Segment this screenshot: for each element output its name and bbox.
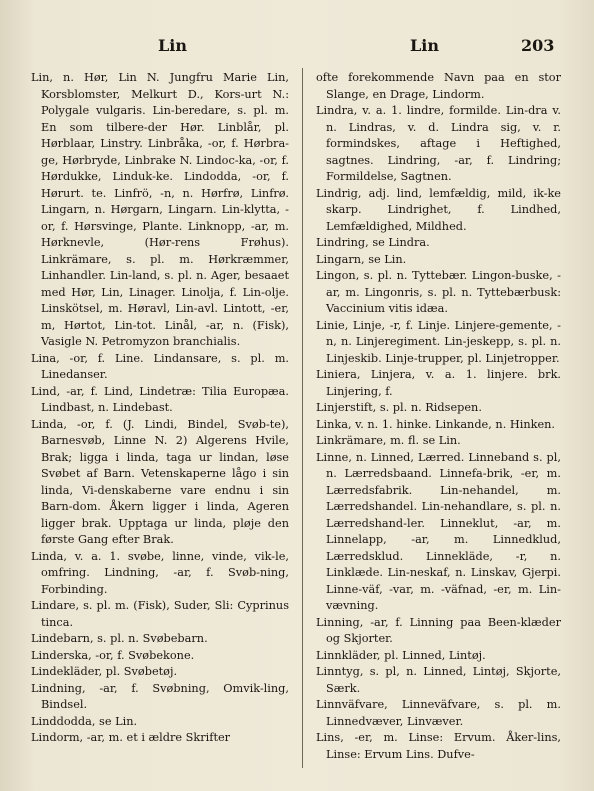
entry-lina: Lina, -or, f. Line. Lindansare, s. pl. m. Linedanser. <box>31 351 289 381</box>
entry-lindorm-continued: ofte forekommende Navn paa en stor Slange, en Drage, Lindorm. <box>316 71 561 101</box>
column-divider <box>302 68 303 768</box>
entry-linda-verb: Linda, v. a. 1. svøbe, linne, vinde, vik-le, omfring. Lindning, -ar, f. Svøb-ning, Forbinding. <box>31 549 289 596</box>
entry-linning: Linning, -ar, f. Linning paa Been-klæder og Skjorter. <box>316 615 561 645</box>
entry-linkramare: Linkrämare, m. fl. se Lin. <box>316 434 461 447</box>
entry-lingon: Lingon, s. pl. n. Tyttebær. Lingon-buske, -ar, m. Lingonris, s. pl. n. Tyttebærbusk: Vaccinium vitis idæa. <box>316 269 561 315</box>
entry-lind: Lind, -ar, f. Lind, Lindetræ: Tilia Europæa. Lindbast, n. Lindebast. <box>31 384 289 414</box>
left-column <box>31 70 289 780</box>
entry-lindebarn: Lindebarn, s. pl. n. Svøbebarn. <box>31 632 208 645</box>
entry-lin: Lin, n. Hør, Lin N. Jungfru Marie Lin, Korsblomster, Melkurt D., Kors-urt N.: Polygale vulgaris. Lin-beredare, s. pl. m. En som tilbere-der Hør. Linblår, pl. Hørblaar, Linstry. Linbråka, -or, f. Hørbra-ge, Hørbryde, Linbrake N. Lindoc-ka, -or, f. Hørdukke, Linduk-ke. Lindodda, -or, f. Hørurt. te. Linfrö, -n, n. Hørfrø, Linfrø. Lingarn, n. Hørgarn, Lingarn. Lin-klytta, -or, f. Hørsvinge, Plante. Linknopp, -ar, m. Hørknevle, (Hør-rens Frøhus). Linkrämare, s. pl. m. Hørkræmmer, Linhandler. Lin-land, s. pl. n. Ager, besaaet med Hør, Lin, Linager. Linolja, f. Lin-olje. Linskötsel, m. Høravl, Lin-avl. Lintott, -er, m, Hørtot, Lin-tot. Linål, -ar, n. (Fisk), Vasigle N. Petromyzon branchialis. <box>31 71 289 348</box>
entry-lindare: Lindare, s. pl. m. (Fisk), Suder, Sli: Cyprinus tinca. <box>31 599 289 629</box>
entry-lindring: Lindring, se Lindra. <box>316 236 430 249</box>
running-header <box>0 36 594 60</box>
entry-lindorm: Lindorm, -ar, m. et i ældre Skrifter <box>31 731 231 744</box>
entry-linnklader: Linnkläder, pl. Linned, Lintøj. <box>316 648 486 662</box>
header-guide-word-right: Lin <box>410 36 439 55</box>
entry-linddodda: Linddodda, se Lin. <box>31 714 138 728</box>
page-number: 203 <box>521 36 555 55</box>
entry-linntyg: Linntyg, s. pl, n. Linned, Lintøj, Skjorte, Særk. <box>316 665 561 695</box>
entry-linderska: Linderska, -or, f. Svøbekone. <box>31 648 195 662</box>
entry-lindeklader: Lindekläder, pl. Svøbetøj. <box>31 665 178 678</box>
entry-liniera: Liniera, Linjera, v. a. 1. linjere. brk. Linjering, f. <box>316 368 561 398</box>
entry-linnvafvare: Linnväfvare, Linneväfvare, s. pl. m. Linnedvæver, Linvæver. <box>316 698 561 728</box>
entry-lins: Lins, -er, m. Linse: Ervum. Åker-lins, Linse: Ervum Lins. Dufve- <box>316 731 561 761</box>
entry-linie: Linie, Linje, -r, f. Linje. Linjere-gemente, -n, n. Linjeregiment. Lin-jeskepp, s. pl. n. Linjeskib. Linje-trupper, pl. Linjetropper. <box>316 318 561 365</box>
entry-lingarn: Lingarn, se Lin. <box>316 252 407 266</box>
entry-lindra: Lindra, v. a. 1. lindre, formilde. Lin-dra v. n. Lindras, v. d. Lindra sig, v. r. formindskes, aftage i Heftighed, sagtnes. Lindring, -ar, f. Lindring; Formildelse, Sagtnen. <box>316 104 561 183</box>
entry-linka: Linka, v. n. 1. hinke. Linkande, n. Hinken. <box>316 417 556 431</box>
entry-linjerstift: Linjerstift, s. pl. n. Ridsepen. <box>316 401 482 414</box>
right-column <box>316 70 561 780</box>
entry-linne: Linne, n. Linned, Lærred. Linneband s. pl, n. Lærredsbaand. Linnefa-brik, -er, m. Lærredsfabrik. Lin-nehandel, m. Lærredshandel. Lin-nehandlare, s. pl. n. Lærredshand-ler. Linneklut, -ar, m. Linnelapp, -ar, m. Linnedklud, Lærredsklud. Linnekläde, -r, n. Linklæde. Lin-neskaf, n. Linskav, Gjerpi. Linne-väf, -var, m. -väfnad, -er, m. Lin-vævning. <box>316 450 561 612</box>
entry-linda-noun: Linda, -or, f. (J. Lindi, Bindel, Svøb-te), Barnesvøb, Linne N. 2) Algerens Hvile, Brak; ligga i linda, taga ur lindan, løse Svøbet af Barn. Vetenskaperne lågo i sin linda, Vi-denskaberne vare endnu i sin Barn-dom. Åkern ligger i linda, Ageren ligger brak. Upptaga ur linda, pløje den første Gang efter Brak. <box>31 417 289 546</box>
entry-lindning: Lindning, -ar, f. Svøbning, Omvik-ling, Bindsel. <box>31 681 289 711</box>
entry-lindrig: Lindrig, adj. lind, lemfældig, mild, ik-ke skarp. Lindrighet, f. Lindhed, Lemfældighed, Mildhed. <box>316 186 561 233</box>
header-guide-word-left: Lin <box>158 36 187 55</box>
